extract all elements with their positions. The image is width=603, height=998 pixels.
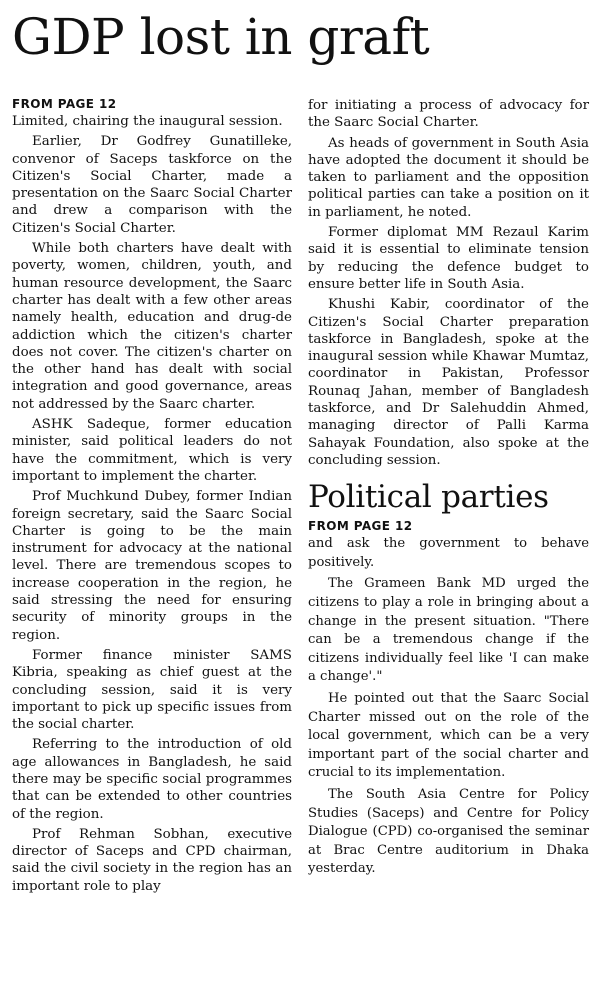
paragraph: Prof Rehman Sobhan, executive director of Saceps and CPD chairman, said the civil society in the region has an important role to play <box>12 826 292 894</box>
paragraph: for initiating a process of advocacy for the Saarc Social Charter. <box>308 98 589 131</box>
paragraph: and ask the government to behave positively. <box>308 536 589 570</box>
paragraph: The Grameen Bank MD urged the citizens to play a role in bringing about a change in the present situation. "There can be a tremendous change if the citizens individually feel like 'I can make a change'." <box>308 576 589 685</box>
section-body <box>308 535 589 879</box>
paragraph: He pointed out that the Saarc Social Charter missed out on the role of the local government, which can be a very important part of the social charter and crucial to its implementation. <box>308 690 589 781</box>
paragraph: ASHK Sadeque, former education minister, said political leaders do not have the commitment, which is very important to implement the charter. <box>12 417 292 484</box>
paragraph: While both charters have dealt with poverty, women, children, youth, and human resource development, the Saarc charter has dealt with a few other areas namely health, education and drug-de addiction which the citizen's charter does not cover. The citizen's charter on the other hand has dealt with social integration and good governance, areas not addressed by the Saarc charter. <box>12 241 292 412</box>
paragraph: Khushi Kabir, coordinator of the Citizen's Social Charter preparation taskforce in Bangladesh, spoke at the inaugural session while Khawar Mumtaz, coordinator in Pakistan, Professor Rounaq Jahan, member of Bangladesh taskforce, and Dr Salehuddin Ahmed, managing director of Palli Karma Sahayak Foundation, also spoke at the concluding session. <box>308 297 589 468</box>
paragraph: The South Asia Centre for Policy Studies (Saceps) and Centre for Policy Dialogue (CPD) co-organised the seminar at Brac Centre auditorium in Dhaka yesterday. <box>308 786 589 877</box>
paragraph: Referring to the introduction of old age allowances in Bangladesh, he said there may be specific social programmes that can be extended to other countries of the region. <box>12 737 292 822</box>
paragraph: Earlier, Dr Godfrey Gunatilleke, convenor of Saceps taskforce on the Citizen's Social Charter, made a presentation on the Saarc Social Charter and drew a comparison with the Citizen's Social Charter. <box>12 134 292 236</box>
paragraph: Former finance minister SAMS Kibria, speaking as chief guest at the concluding session, said it is very important to pick up specific issues from the social charter. <box>12 647 292 733</box>
paragraph: Limited, chairing the inaugural session. <box>12 114 283 129</box>
section-headline: Political parties <box>308 479 549 516</box>
kicker-from-page: FROM PAGE 12 <box>308 519 413 534</box>
headline: GDP lost in graft <box>12 8 430 66</box>
paragraph: Prof Muchkund Dubey, former Indian foreign secretary, said the Saarc Social Charter is going to be the main instrument for advocacy at the national level. There are tremendous scopes to increase cooperation in the region, he said stressing the need for ensuring security of minority groups in the region. <box>12 489 292 643</box>
left-column <box>12 96 292 898</box>
right-column <box>308 97 589 882</box>
paragraph: As heads of government in South Asia have adopted the document it should be taken to parliament and the opposition political parties can take a position on it in parliament, he noted. <box>308 135 589 220</box>
kicker-from-page: FROM PAGE 12 <box>12 97 117 111</box>
paragraph: Former diplomat MM Rezaul Karim said it is essential to eliminate tension by reducing the defence budget to ensure better life in South Asia. <box>308 225 589 292</box>
